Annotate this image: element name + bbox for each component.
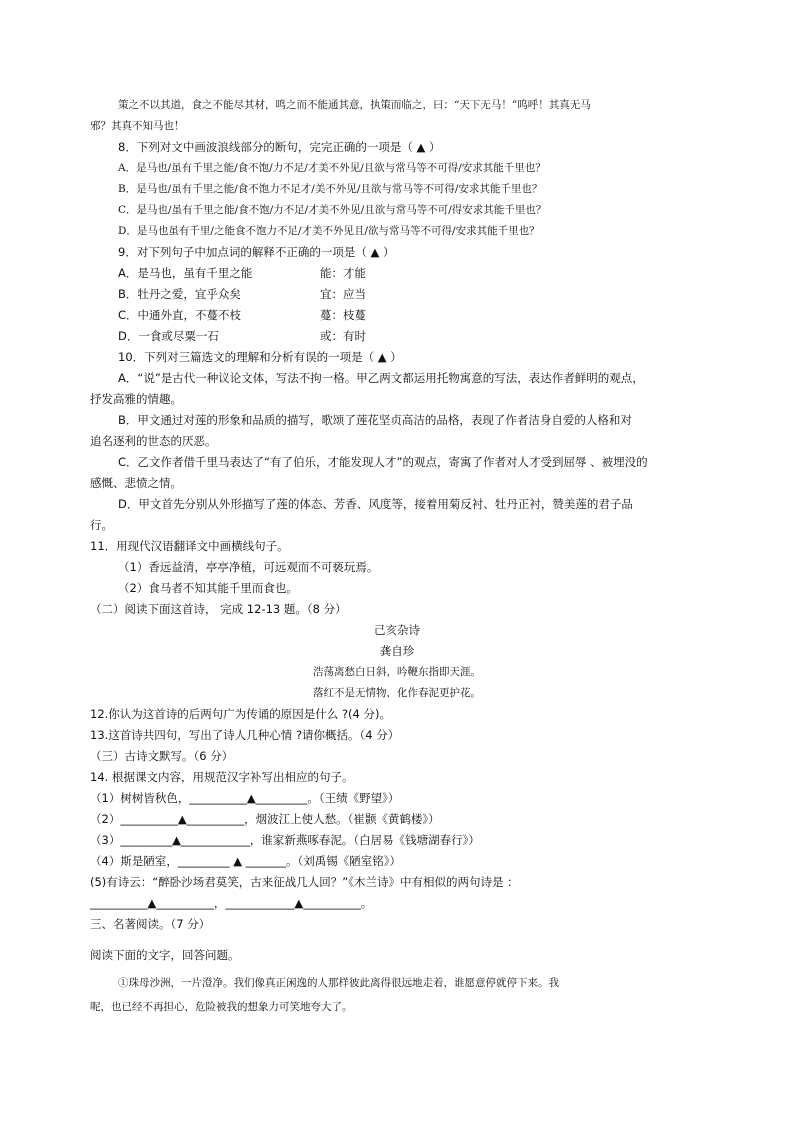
q10-option-c-line-2: 感慨、悲愤之情。 — [90, 476, 182, 490]
q9-option-b-gloss: 宜：应当 — [320, 287, 366, 301]
q9-option-d: D．一食或尽粟一石 — [118, 329, 219, 343]
q8-option-c: C．是马也/虽有千里之能/食不饱/力不足/才美不外见/且欲与常马等不可/得安求其能千里也？ — [118, 204, 547, 216]
part-3-heading: 三、名著阅读。（7 分） — [90, 917, 211, 931]
q9-option-c: C．中通外直，不蔓不枝 — [118, 308, 242, 322]
q9-option-d-gloss: 或：有时 — [320, 329, 366, 343]
q14-line-2: （2）__________▲__________，烟波江上使人愁。（崔颢《黄鹤楼》） — [90, 812, 440, 826]
q9-option-b: B．牡丹之爱，宜乎众矣 — [118, 287, 241, 301]
q9-option-a: A．是马也，虽有千里之能 — [118, 266, 253, 280]
q14-stem: 14. 根据课文内容，用规范汉字补写出相应的句子。 — [90, 770, 354, 784]
passage-end-line-2: 邪？其真不知马也！ — [90, 120, 185, 132]
q13: 13.这首诗共四句，写出了诗人几种心情 ?请你概括。（4 分） — [90, 728, 400, 742]
q9-option-a-gloss: 能：才能 — [320, 266, 366, 280]
q10-option-c-line-1: C．乙文作者借千里马表达了“有了伯乐，才能发现人才”的观点，寄寓了作者对人才受到屈辱 、被埋没的 — [118, 455, 648, 469]
poem-title: 己亥杂诗 — [374, 623, 420, 637]
q12: 12.你认为这首诗的后两句广为传诵的原因是什么 ?(4 分)。 — [90, 707, 391, 721]
q9-stem: 9．对下列句子中加点词的解释不正确的一项是（ ▲ ） — [118, 245, 395, 259]
q8-option-d: D．是马也虽有千里/之能食不饱力不足/才美不外见且/欲与常马等不可得/安求其能千里也？ — [118, 225, 540, 237]
q11-stem: 11．用现代汉语翻译文中画横线句子。 — [90, 539, 289, 553]
q14-line-3: （3）_________▲____________，谁家新燕啄春泥。（白居易《钱塘湖春行》） — [90, 833, 480, 847]
q10-option-b-line-1: B．甲文通过对莲的形象和品质的描写，歌颂了莲花坚贞高洁的品格，表现了作者洁身自爱的人格和对 — [118, 413, 632, 427]
excerpt-paragraph-line-2: 呢，也已经不再担心，危险被我的想象力可笑地夸大了。 — [90, 1001, 353, 1013]
q8-option-a: A．是马也/虽有千里之能/食不饱/力不足/才美不外见/且欲与常马等不可得/安求其能千里也？ — [118, 162, 546, 174]
q11-sentence-2: （2）食马者不知其能千里而食也。 — [118, 581, 298, 595]
q14-line-4: （4）斯是陋室，_________ ▲ _______。（刘禹锡《陋室铭》） — [90, 854, 401, 868]
poem-line-2: 落红不是无情物，化作春泥更护花。 — [313, 687, 481, 699]
q14-line-5b: __________▲__________，____________▲__________。 — [90, 896, 373, 910]
q9-option-c-gloss: 蔓：枝蔓 — [320, 308, 366, 322]
q14-line-5a: (5)有诗云：“醉卧沙场君莫笑，古来征战几人回？”《木兰诗》中有相似的两句诗是 ： — [90, 875, 519, 889]
q10-option-a-line-1: A．“说”是古代一种议论文体，写法不拘一格。甲乙两文都运用托物寓意的写法，表达作者鲜明的观点， — [118, 371, 644, 385]
q8-stem: 8．下列对文中画波浪线部分的断句，完完正确的一项是（ ▲ ） — [118, 140, 441, 154]
poem-author: 龚自珍 — [379, 644, 415, 658]
q14-line-1: （1）树树皆秋色，__________▲_________。（王绩《野望》） — [90, 791, 400, 805]
q10-option-a-line-2: 抒发高雅的情趣。 — [90, 392, 182, 406]
q8-option-b: B．是马也/虽有千里之能/食不饱力不足才/美不外见/且欲与常马等不可得/安求其能千里也？ — [118, 183, 543, 195]
excerpt-paragraph-line-1: ①珠母沙洲，一片澄净。我们像真正闲逸的人那样彼此离得很远地走着，谁愿意停就停下来。我 — [118, 977, 559, 989]
part-3-instruction: 阅读下面的文字，回答问题。 — [90, 948, 240, 962]
section-3-heading: （三）古诗文默写。（6 分） — [90, 749, 234, 763]
passage-end-line-1: 策之不以其道，食之不能尽其材，鸣之而不能通其意，执策而临之，曰：“天下无马！”呜呼！其真无马 — [118, 99, 591, 111]
q11-sentence-1: （1）香远益清，亭亭净植，可远观而不可亵玩焉。 — [118, 560, 379, 574]
q10-option-b-line-2: 追名逐利的世态的厌恶。 — [90, 434, 217, 448]
q10-stem: 10．下列对三篇选文的理解和分析有误的一项是（ ▲ ） — [118, 350, 402, 364]
q10-option-d-line-1: D．甲文首先分别从外形描写了莲的体态、芳香、风度等，接着用菊反衬、牡丹正衬，赞美莲的君子品 — [118, 497, 633, 511]
section-2-heading: （二）阅读下面这首诗， 完成 12-13 题。（8 分） — [90, 602, 347, 616]
q10-option-d-line-2: 行。 — [90, 518, 113, 532]
poem-line-1: 浩荡离愁白日斜，吟鞭东指即天涯。 — [313, 666, 481, 678]
